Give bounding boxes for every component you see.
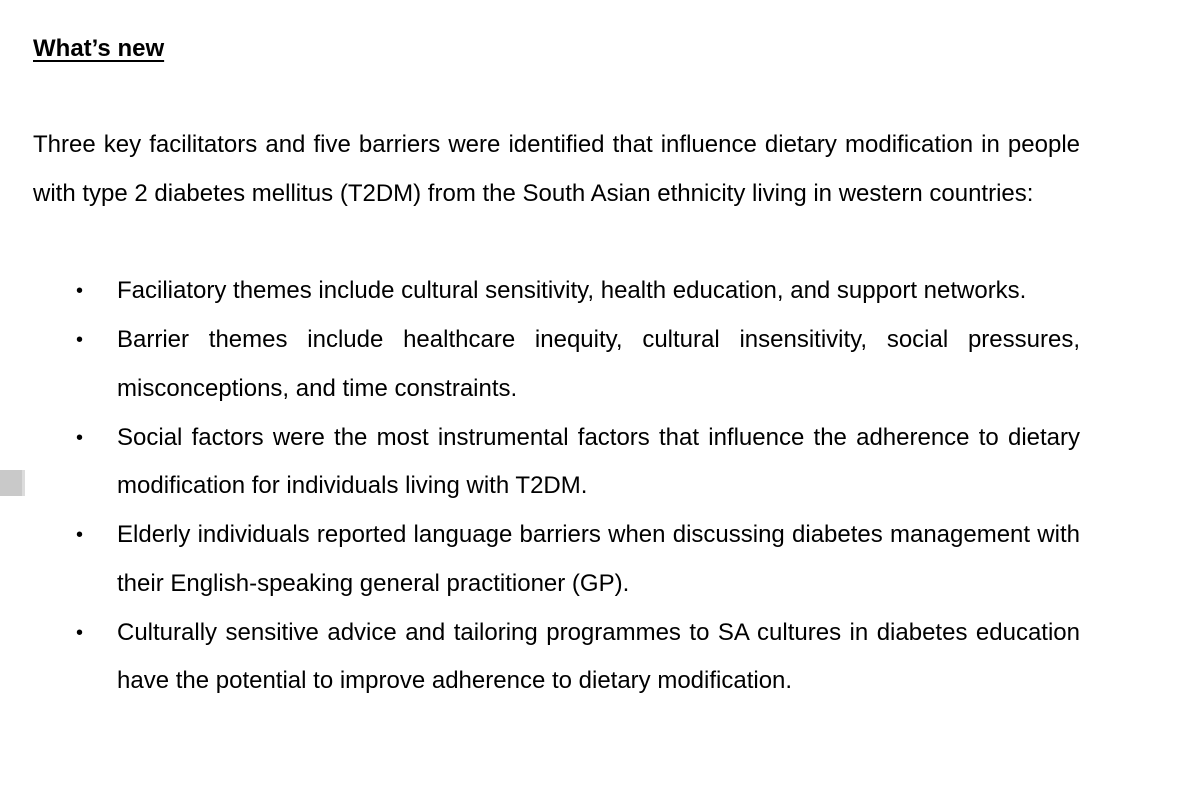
bullet-item [0,267,1080,316]
bullet-item [0,414,1080,511]
intro-paragraph: Three key facilitators and five barriers were identified that influence dietary modification in people with type 2 diabetes mellitus (T2DM) from the South Asian ethnicity living in western countries: [33,131,1080,207]
bullet-text: Faciliatory themes include cultural sensitivity, health education, and support networks. [117,277,1027,304]
bullet-text: Elderly individuals reported language barriers when discussing diabetes management with their English-speaking general practitioner (GP). [117,521,1080,597]
bullet-list [0,267,1200,706]
bullet-item [0,609,1080,706]
bullet-icon: • [76,280,84,302]
bullet-text: Culturally sensitive advice and tailoring programmes to SA cultures in diabetes education have the potential to improve adherence to dietary modification. [117,618,1080,694]
bullet-icon: • [76,524,84,546]
bullet-text: Social factors were the most instrumental factors that influence the adherence to dietary modification for individuals living with T2DM. [117,423,1080,499]
section-heading: What’s new [33,35,165,62]
bullet-text: Barrier themes include healthcare inequity, cultural insensitivity, social pressures, misconceptions, and time constraints. [117,326,1080,402]
bullet-icon: • [76,329,84,351]
bullet-item [0,316,1080,413]
bullet-icon: • [76,426,84,449]
bullet-item [0,511,1080,608]
bullet-icon: • [76,621,84,644]
